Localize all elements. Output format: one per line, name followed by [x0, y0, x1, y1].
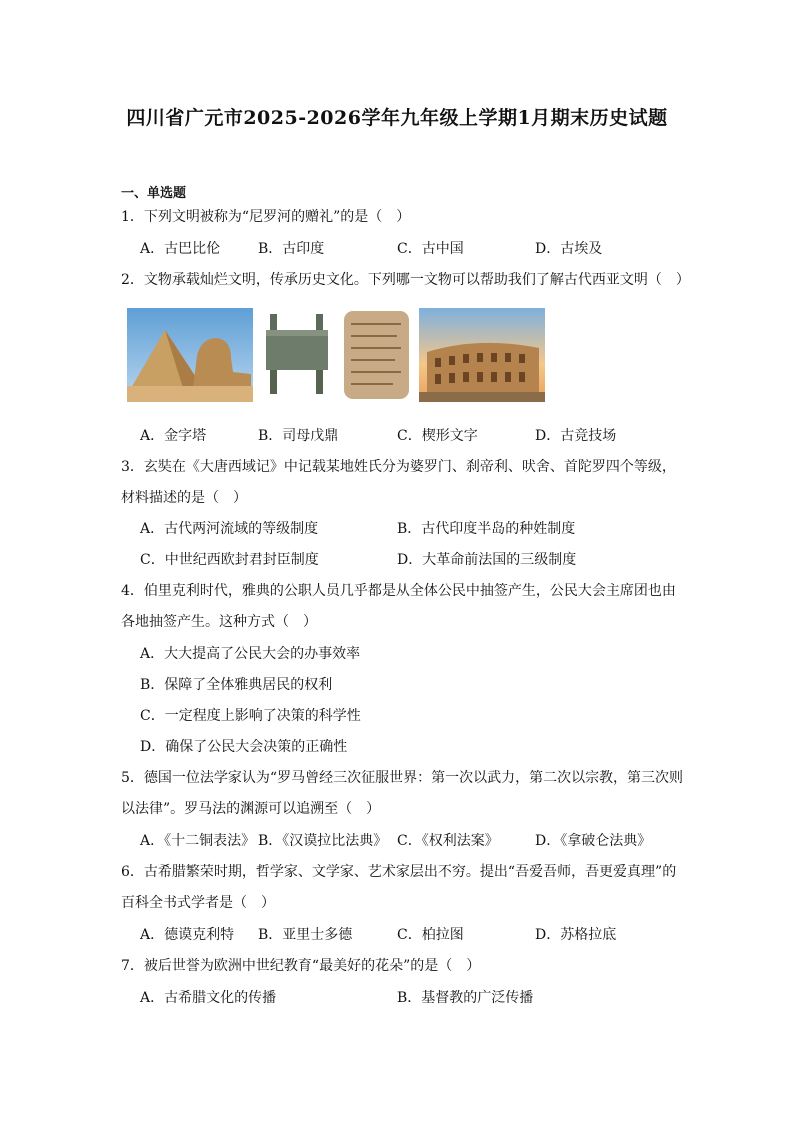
question-3-option-a: A．古代两河流域的等级制度 — [140, 521, 319, 537]
question-5-option-b: B．《汉谟拉比法典》 — [258, 833, 388, 849]
question-3-option-d: D．大革命前法国的三级制度 — [397, 552, 577, 568]
question-5-stem-line-1: 5．德国一位法学家认为“罗马曾经三次征服世界：第一次以武力，第二次以宗教，第三次则 — [121, 770, 684, 786]
question-5-option-d: D．《拿破仑法典》 — [535, 833, 652, 849]
question-1-option-d: D．古埃及 — [535, 241, 603, 257]
question-7-option-a: A．古希腊文化的传播 — [140, 990, 277, 1006]
question-4-option-a: A．大大提高了公民大会的办事效率 — [140, 646, 361, 662]
question-5-option-a: A．《十二铜表法》 — [140, 833, 256, 849]
section-heading: 一、单选题 — [121, 186, 187, 201]
question-2-option-c: C．楔形文字 — [397, 428, 478, 444]
question-6-option-a: A．德谟克利特 — [140, 927, 235, 943]
question-1-stem: 1．下列文明被称为“尼罗河的赠礼”的是（ ） — [121, 209, 411, 225]
page-title: 四川省广元市2025-2026学年九年级上学期1月期末历史试题 — [126, 107, 668, 129]
question-5-stem-line-2: 以法律”。罗马法的渊源可以追溯至（ ） — [121, 801, 381, 817]
cuneiform-tablet-image — [341, 308, 412, 402]
question-6-stem-line-1: 6．古希腊繁荣时期，哲学家、文学家、艺术家层出不穷。提出“吾爱吾师，吾更爱真理”的 — [121, 864, 677, 880]
question-6-stem-line-2: 百科全书式学者是（ ） — [121, 895, 275, 911]
question-1-option-a: A．古巴比伦 — [140, 241, 221, 257]
question-2-option-d: D．古竞技场 — [535, 428, 617, 444]
question-4-option-b: B．保障了全体雅典居民的权利 — [140, 677, 333, 693]
question-1-option-b: B．古印度 — [258, 241, 325, 257]
question-6-option-c: C．柏拉图 — [397, 927, 464, 943]
question-7-option-b: B．基督教的广泛传播 — [397, 990, 534, 1006]
question-6-option-d: D．苏格拉底 — [535, 927, 617, 943]
pyramid-sphinx-image — [127, 308, 253, 402]
question-7-stem: 7．被后世誉为欧洲中世纪教育“最美好的花朵”的是（ ） — [121, 958, 481, 974]
question-3-option-b: B．古代印度半岛的种姓制度 — [397, 521, 576, 537]
question-2-option-a: A．金字塔 — [140, 428, 207, 444]
question-2-option-b: B．司母戊鼎 — [258, 428, 339, 444]
question-4-stem-line-2: 各地抽签产生。这种方式（ ） — [121, 614, 317, 630]
question-3-option-c: C．中世纪西欧封君封臣制度 — [140, 552, 319, 568]
question-4-option-c: C．一定程度上影响了决策的科学性 — [140, 708, 361, 724]
question-4-option-d: D．确保了公民大会决策的正确性 — [140, 739, 348, 755]
colosseum-image — [419, 308, 545, 402]
simuwu-ding-image — [258, 308, 336, 402]
question-4-stem-line-1: 4．伯里克利时代，雅典的公职人员几乎都是从全体公民中抽签产生，公民大会主席团也由 — [121, 583, 676, 599]
question-3-stem-line-1: 3．玄奘在《大唐西域记》中记载某地姓氏分为婆罗门、刹帝利、吠舍、首陀罗四个等级， — [121, 459, 676, 475]
question-3-stem-line-2: 材料描述的是（ ） — [121, 490, 247, 506]
question-1-option-c: C．古中国 — [397, 241, 464, 257]
question-5-option-c: C．《权利法案》 — [397, 833, 499, 849]
question-2-stem: 2．文物承载灿烂文明，传承历史文化。下列哪一文物可以帮助我们了解古代西亚文明（ ） — [121, 272, 690, 288]
question-6-option-b: B．亚里士多德 — [258, 927, 353, 943]
